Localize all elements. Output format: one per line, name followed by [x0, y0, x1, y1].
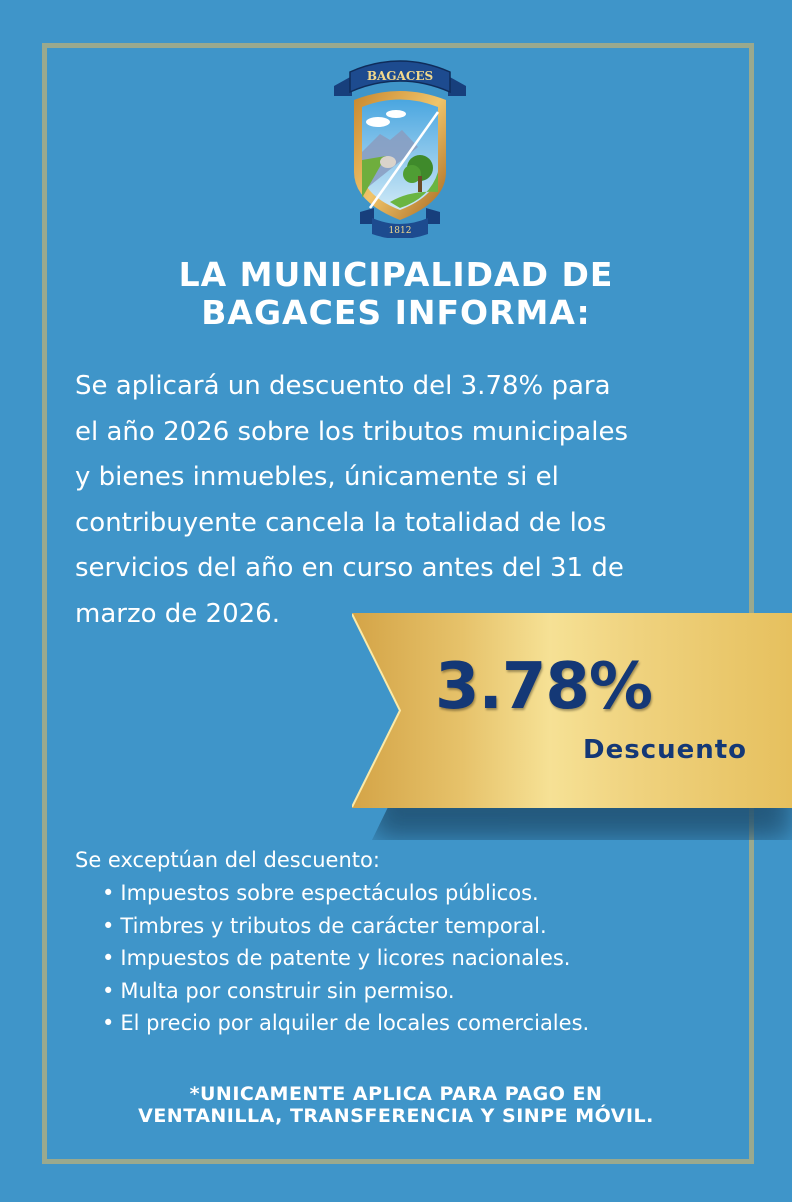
announcement-line: contribuyente cancela la totalidad de los [75, 507, 607, 538]
payment-note [0, 1083, 792, 1127]
announcement-line: Se aplicará un descuento del 3.78% para [75, 371, 611, 401]
list-item: • El precio por alquiler de locales comerciales. [102, 1007, 589, 1040]
title-line-1: LA MUNICIPALIDAD DE [178, 255, 614, 294]
page-title [0, 256, 792, 332]
list-item: • Impuestos sobre espectáculos públicos. [102, 877, 589, 910]
discount-label: Descuento [583, 735, 748, 765]
list-item: • Multa por construir sin permiso. [102, 975, 589, 1008]
list-item: • Timbres y tributos de carácter temporal. [102, 910, 589, 943]
svg-text:1812: 1812 [388, 226, 412, 236]
announcement-line: el año 2026 sobre los tributos municipales [75, 416, 629, 447]
title-line-2: BAGACES INFORMA: [201, 293, 591, 332]
payment-note-line-1: *UNICAMENTE APLICA PARA PAGO EN [189, 1083, 603, 1105]
exceptions-list [102, 877, 589, 1040]
list-item: • Impuestos de patente y licores nacionales. [102, 942, 589, 975]
discount-percentage: 3.78% [435, 650, 653, 724]
announcement-line: servicios del año en curso antes del 31 de [75, 553, 624, 583]
exceptions-title: Se exceptúan del descuento: [75, 848, 380, 872]
announcement-line: y bienes inmuebles, únicamente si el [75, 462, 559, 492]
announcement-text [75, 364, 735, 637]
municipal-crest-icon [330, 52, 470, 238]
payment-note-line-2: VENTANILLA, TRANSFERENCIA Y SINPE MÓVIL. [138, 1105, 654, 1127]
svg-text:BAGACES: BAGACES [366, 69, 434, 83]
announcement-line: marzo de 2026. [75, 598, 280, 629]
